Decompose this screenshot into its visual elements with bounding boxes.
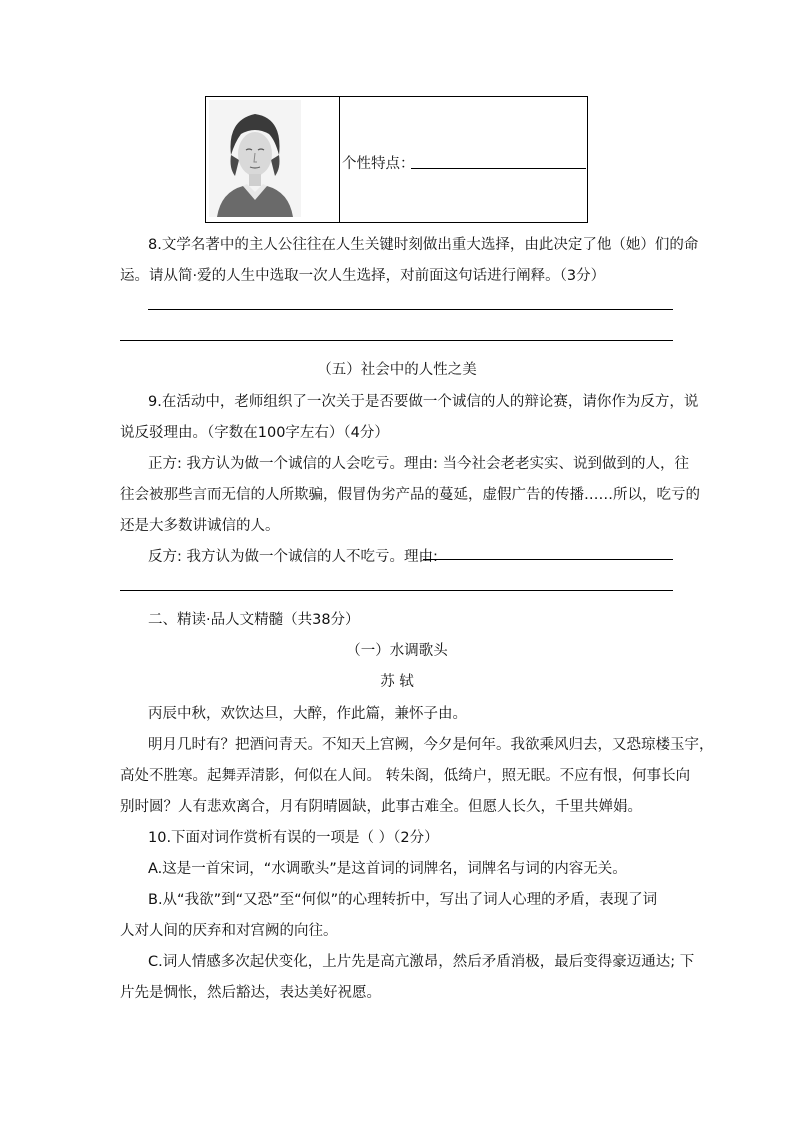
q10-option-a: A.这是一首宋词，“水调歌头”是这首词的词牌名，词牌名与词的内容无关。 xyxy=(148,861,627,877)
q8-answer-line2[interactable] xyxy=(120,340,673,341)
q9-answer-blank[interactable] xyxy=(423,559,673,560)
poem-line2: 高处不胜寒。起舞弄清影，何似在人间。 转朱阁，低绮户，照无眠。不应有恨，何事长向 xyxy=(120,768,691,784)
q10-option-c-line1: C.词人情感多次起伏变化，上片先是高亢激昂，然后矛盾消极，最后变得豪迈通达; 下 xyxy=(148,954,695,970)
q8-line2: 运。请从简·爱的人生中选取一次人生选择，对前面这句话进行阐释。（3分） xyxy=(120,268,606,284)
poem-author: 苏 轼 xyxy=(380,674,414,690)
q8-line1: 8.文学名著中的主人公往往在人生关键时刻做出重大选择，由此决定了他（她）们的命 xyxy=(148,237,699,253)
poem-title: （一）水调歌头 xyxy=(346,643,448,659)
q10-option-b-line2: 人对人间的厌弃和对宫阙的向往。 xyxy=(120,923,338,939)
q9-line2: 说反驳理由。（字数在100字左右）（4分） xyxy=(120,425,389,441)
section5-title: （五）社会中的人性之美 xyxy=(317,362,477,378)
table-divider xyxy=(339,96,340,223)
poem-line3: 别时圆？人有悲欢离合，月有阴晴圆缺，此事古难全。但愿人长久，千里共婵娟。 xyxy=(120,799,642,815)
poem-preface: 丙辰中秋，欢饮达旦，大醉，作此篇，兼怀子由。 xyxy=(148,706,467,722)
q10-option-c-line2: 片先是惆怅，然后豁达，表达美好祝愿。 xyxy=(120,985,381,1001)
trait-answer-blank[interactable] xyxy=(411,168,586,169)
q9-pro-line2: 往会被那些言而无信的人所欺骗，假冒伪劣产品的蔓延，虚假广告的传播……所以，吃亏的 xyxy=(120,487,700,503)
q9-pro-line1: 正方: 我方认为做一个诚信的人会吃亏。理由: 当今社会老老实实、说到做到的人，往 xyxy=(148,456,689,472)
q9-answer-line[interactable] xyxy=(120,590,673,591)
part2-heading: 二、精读·品人文精髓（共38分） xyxy=(148,612,360,628)
poem-line1: 明月几时有？把酒问青天。不知天上宫阙，今夕是何年。我欲乘风归去，又恐琼楼玉宇， xyxy=(148,737,714,753)
trait-label: 个性特点： xyxy=(342,156,415,172)
q9-line1: 9.在活动中，老师组织了一次关于是否要做一个诚信的人的辩论赛，请你作为反方，说 xyxy=(148,394,699,410)
q8-answer-line1[interactable] xyxy=(148,309,673,310)
q9-con-line: 反方: 我方认为做一个诚信的人不吃亏。理由: xyxy=(148,549,438,565)
q10-option-b-line1: B.从“我欲”到“又恐”至“何似”的心理转折中，写出了词人心理的矛盾，表现了词 xyxy=(148,892,658,908)
q10-stem: 10.下面对词作赏析有误的一项是（ ）（2分） xyxy=(148,830,439,846)
q9-pro-line3: 还是大多数讲诚信的人。 xyxy=(120,518,280,534)
portrait-image xyxy=(209,100,301,217)
